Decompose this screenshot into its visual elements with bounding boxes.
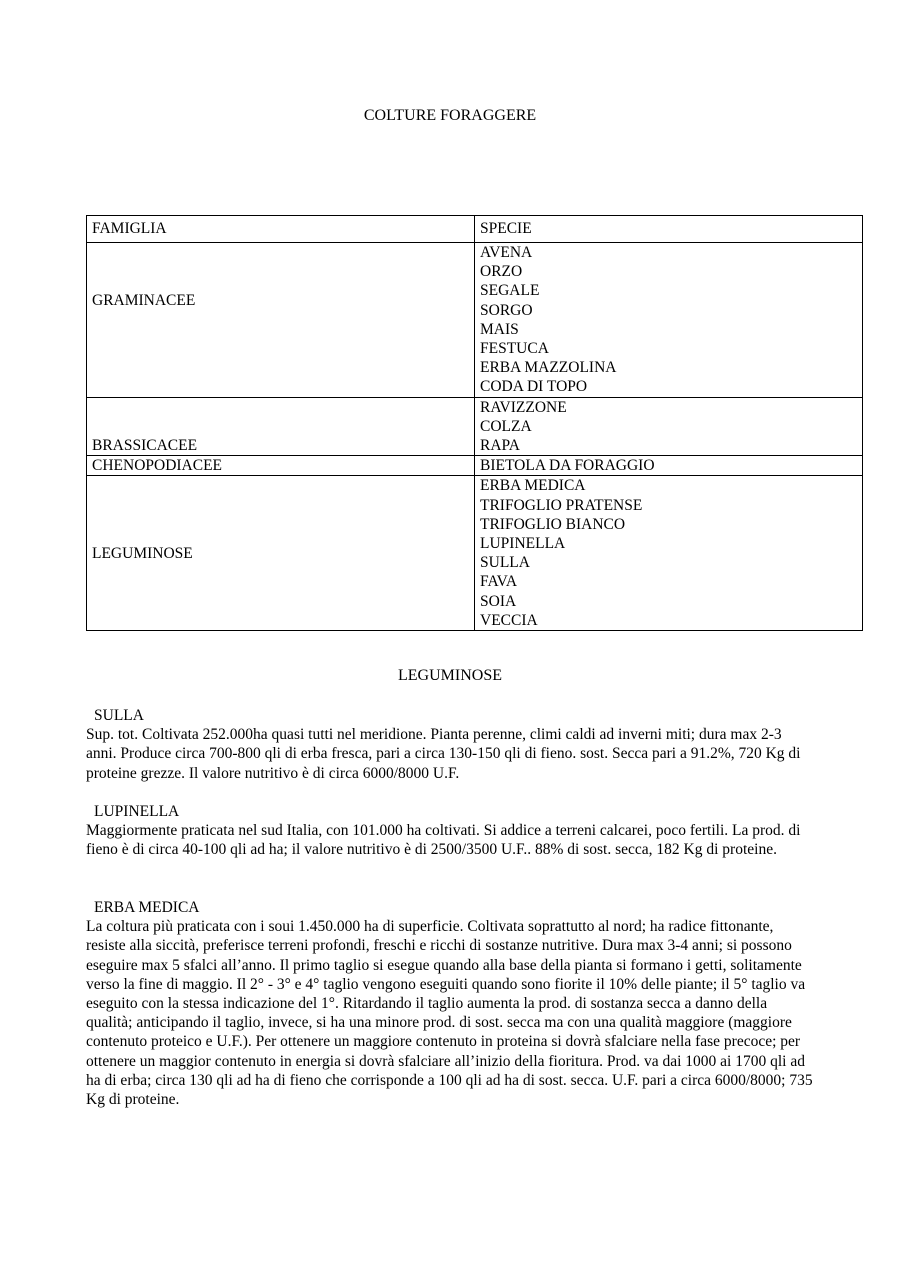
entry-heading: ERBA MEDICA xyxy=(94,899,200,916)
species-item: LUPINELLA xyxy=(480,535,566,553)
species-cell xyxy=(475,397,863,456)
species-item: COLZA xyxy=(480,417,532,435)
entry-lupinella xyxy=(86,802,816,860)
page-title: COLTURE FORAGGERE xyxy=(363,107,537,124)
section-title: LEGUMINOSE xyxy=(398,667,502,684)
table-row xyxy=(87,397,863,456)
species-item: FESTUCA xyxy=(480,340,549,358)
entry-text: Sup. tot. Coltivata 252.000ha quasi tutti nel meridione. Pianta perenne, climi caldi ad inverni miti; dura max 2-3 anni. Produce circa 700-800 qli di erba fresca, pari a circa 130-150 qli di fieno. sost. Secca pari a 91.2%, 720 Kg di proteine grezze. Il valore nutritivo è di circa 6000/8000 U.F. xyxy=(86,726,801,782)
species-item: TRIFOGLIO PRATENSE xyxy=(480,496,643,514)
species-item: SORGO xyxy=(480,301,533,319)
species-item: RAPA xyxy=(480,437,520,455)
species-list xyxy=(480,476,857,630)
species-item: SULLA xyxy=(480,554,530,572)
species-item: VECCIA xyxy=(480,611,538,629)
species-list xyxy=(480,243,857,397)
family-label: GRAMINACEE xyxy=(92,292,196,310)
species-item: ERBA MEDICA xyxy=(480,477,586,495)
table-row xyxy=(87,456,863,476)
table-row xyxy=(87,243,863,398)
species-item: RAVIZZONE xyxy=(480,398,567,416)
table-row xyxy=(87,476,863,631)
family-label: CHENOPODIACEE xyxy=(92,457,223,475)
species-item: SEGALE xyxy=(480,282,540,300)
family-cell xyxy=(87,476,475,631)
species-list xyxy=(480,398,857,456)
species-item: MAIS xyxy=(480,320,519,338)
species-item: TRIFOGLIO BIANCO xyxy=(480,515,626,533)
entry-text: Maggiormente praticata nel sud Italia, con 101.000 ha coltivati. Si addice a terreni calcarei, poco fertili. La prod. di fieno è di circa 40-100 qli ad ha; il valore nutritivo è di 2500/3500 U.F.. 88% di sost. secca, 182 Kg di proteine. xyxy=(86,822,801,859)
entry-sulla xyxy=(86,706,816,783)
species-item: ERBA MAZZOLINA xyxy=(480,359,617,377)
species-item: AVENA xyxy=(480,244,533,261)
table-header-row xyxy=(87,216,863,243)
entry-heading: LUPINELLA xyxy=(94,803,180,820)
family-label: LEGUMINOSE xyxy=(92,544,193,562)
header-famiglia: FAMIGLIA xyxy=(87,216,475,243)
species-item: BIETOLA DA FORAGGIO xyxy=(480,457,655,475)
entry-heading: SULLA xyxy=(94,707,144,724)
species-item: SOIA xyxy=(480,592,517,610)
species-list xyxy=(480,456,857,475)
species-item: CODA DI TOPO xyxy=(480,378,588,396)
family-label: BRASSICACEE xyxy=(92,437,198,455)
header-specie: SPECIE xyxy=(475,216,863,243)
species-item: FAVA xyxy=(480,573,518,591)
families-table xyxy=(86,215,863,631)
species-cell xyxy=(475,456,863,476)
entry-text: La coltura più praticata con i soui 1.450.000 ha di superficie. Coltivata soprattutto al nord; ha radice fittonante, resiste alla siccità, preferisce terreni profondi, freschi e ricchi di sostanze nutritive. Dura max 3-4 anni; si possono eseguire max 5 sfalci all’anno. Il primo taglio si esegue quando alla base della pianta si formano i getti, solitamente verso la fine di maggio. Il 2° - 3° e 4° taglio vengono eseguiti quando sono fiorite il 10% delle piante; il 5° taglio va eseguito con la stessa indicazione del 1°. Ritardando il taglio aumenta la prod. di sostanza secca a danno della qualità; anticipando il taglio, invece, si ha una minore prod. di sost. secca ma con una qualità maggiore (maggiore contenuto proteico e U.F.). Per ottenere un maggiore contenuto in proteina si dovrà sfalciare nella fase precoce; per ottenere un maggior contenuto in energia si dovrà sfalciare all’inizio della fioritura. Prod. va dai 1000 ai 1700 qli ad ha di erba; circa 130 qli ad ha di fieno che corrisponde a 100 qli ad ha di sost. secca. U.F. pari a circa 6000/8000; 735 Kg di proteine. xyxy=(86,918,813,1109)
species-cell xyxy=(475,476,863,631)
species-cell xyxy=(475,243,863,398)
family-cell xyxy=(87,243,475,398)
family-cell xyxy=(87,397,475,456)
family-cell xyxy=(87,456,475,476)
entry-erba-medica xyxy=(86,898,816,1109)
species-item: ORZO xyxy=(480,263,523,281)
